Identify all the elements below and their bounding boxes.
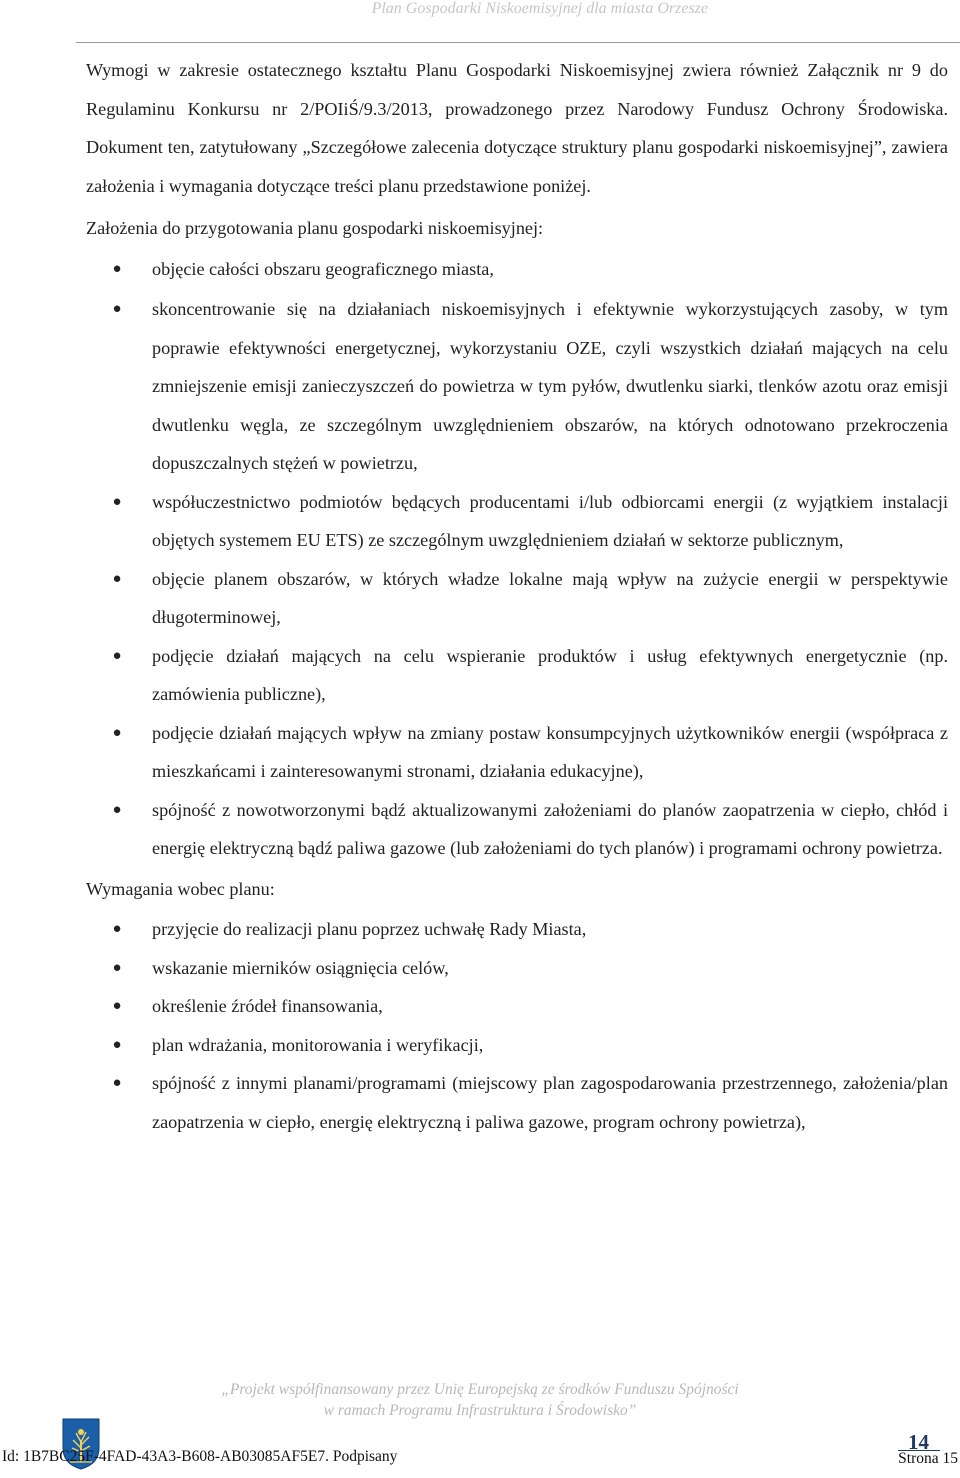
requirements-list [86,910,948,1141]
list-item [86,250,948,289]
list-item [86,987,948,1026]
list-item [86,483,948,560]
bullet-icon: ● [112,801,122,818]
list-item-text: przyjęcie do realizacji planu poprzez uchwałę Rady Miasta, [152,919,587,939]
cofinance-note-line1: „Projekt współfinansowany przez Unię Europejską ze środków Funduszu Spójności [221,1381,739,1398]
page-number: 14 [908,1430,929,1454]
list-item-text: skoncentrowanie się na działaniach niskoemisyjnych i efektywnie wykorzystujących zasoby, w tym poprawie efektywności energetycznej, wykorzystaniu OZE, czyli wszystkich działań mających na celu zmniejszenie emisji zanieczyszczeń do powietrza w tym pyłów, dwutlenku siarki, tlenków azotu oraz emisji dwutlenku węgla, ze szczególnym uwzględnieniem obszarów, na których odnotowano przekroczenia dopuszczalnych stężeń w powietrzu, [152,299,948,473]
list-item [86,1064,948,1141]
bullet-icon: ● [112,998,122,1014]
bullet-icon: ● [112,260,122,277]
bullet-icon: ● [112,724,122,741]
bullet-icon: ● [112,921,122,937]
cofinance-note-line2: w ramach Programu Infrastruktura i Środowisko” [323,1402,637,1419]
running-header-title: Plan Gospodarki Niskoemisyjnej dla miasta Orzesze [371,0,708,17]
list-item-text: wskazanie mierników osiągnięcia celów, [152,957,449,978]
list-item-text: objęcie planem obszarów, w których władze lokalne mają wpływ na zużycie energii w perspektywie długoterminowej, [152,568,948,627]
assumptions-heading: Założenia do przygotowania planu gospodarki niskoemisyjnej: [86,218,544,238]
list-item-text: spójność z nowotworzonymi bądź aktualizowanymi założeniami do planów zaopatrzenia w ciepło, chłód i energię elektryczną bądź paliwa gazowe (lub założeniami do tych planów) i programami ochrony powietrza. [152,799,948,858]
intro-paragraph: Wymogi w zakresie ostatecznego kształtu Planu Gospodarki Niskoemisyjnej zwiera również Załącznik nr 9 do Regulaminu Konkursu nr 2/POIiŚ/9.3/2013, prowadzonego przez Narodowy Fundusz Ochrony Środowiska. Dokument ten, zatytułowany „Szczegółowe zalecenia dotyczące struktury planu gospodarki niskoemisyjnej”, zawiera założenia i wymagania dotyczące treści planu przedstawione poniżej. [86,60,948,196]
list-item [86,1026,948,1065]
list-item [86,949,948,988]
list-item-text: objęcie całości obszaru geograficznego miasta, [152,258,494,279]
list-item-text: plan wdrażania, monitorowania i weryfikacji, [152,1034,484,1055]
bullet-icon: ● [112,647,122,664]
bullet-icon: ● [112,301,122,317]
header-divider [76,42,960,43]
list-item [86,560,948,637]
list-item [86,910,948,949]
document-id: Id: 1B7BC25F-4FAD-43A3-B608-AB03085AF5E7. Podpisany [2,1448,398,1465]
list-item [86,791,948,868]
list-item [86,290,948,483]
list-item [86,714,948,791]
list-item-text: podjęcie działań mających na celu wspieranie produktów i usług efektywnych energetycznie (np. zamówienia publiczne), [152,645,948,704]
bullet-icon: ● [112,1036,122,1053]
list-item-text: współuczestnictwo podmiotów będących producentami i/lub odbiorcami energii (z wyjątkiem instalacji objętych systemem EU ETS) ze szczególnym uwzględnieniem działań w sektorze publicznym, [152,491,948,550]
page-content [86,51,948,1141]
list-item [86,637,948,714]
bullet-icon: ● [112,959,122,976]
requirements-heading: Wymagania wobec planu: [86,878,275,899]
assumptions-list [86,250,948,868]
bullet-icon: ● [112,1075,122,1091]
bullet-icon: ● [112,493,122,510]
list-item-text: podjęcie działań mających wpływ na zmiany postaw konsumpcyjnych użytkowników energii (współpraca z mieszkańcami i zainteresowanymi stronami, działania edukacyjne), [152,722,948,781]
list-item-text: określenie źródeł finansowania, [152,996,383,1016]
list-item-text: spójność z innymi planami/programami (miejscowy plan zagospodarowania przestrzennego, założenia/plan zaopatrzenia w ciepło, energię elektryczną i paliwa gazowe, program ochrony powietrza), [152,1073,948,1132]
bullet-icon: ● [112,570,122,587]
page-label: Strona 15 [898,1450,958,1467]
